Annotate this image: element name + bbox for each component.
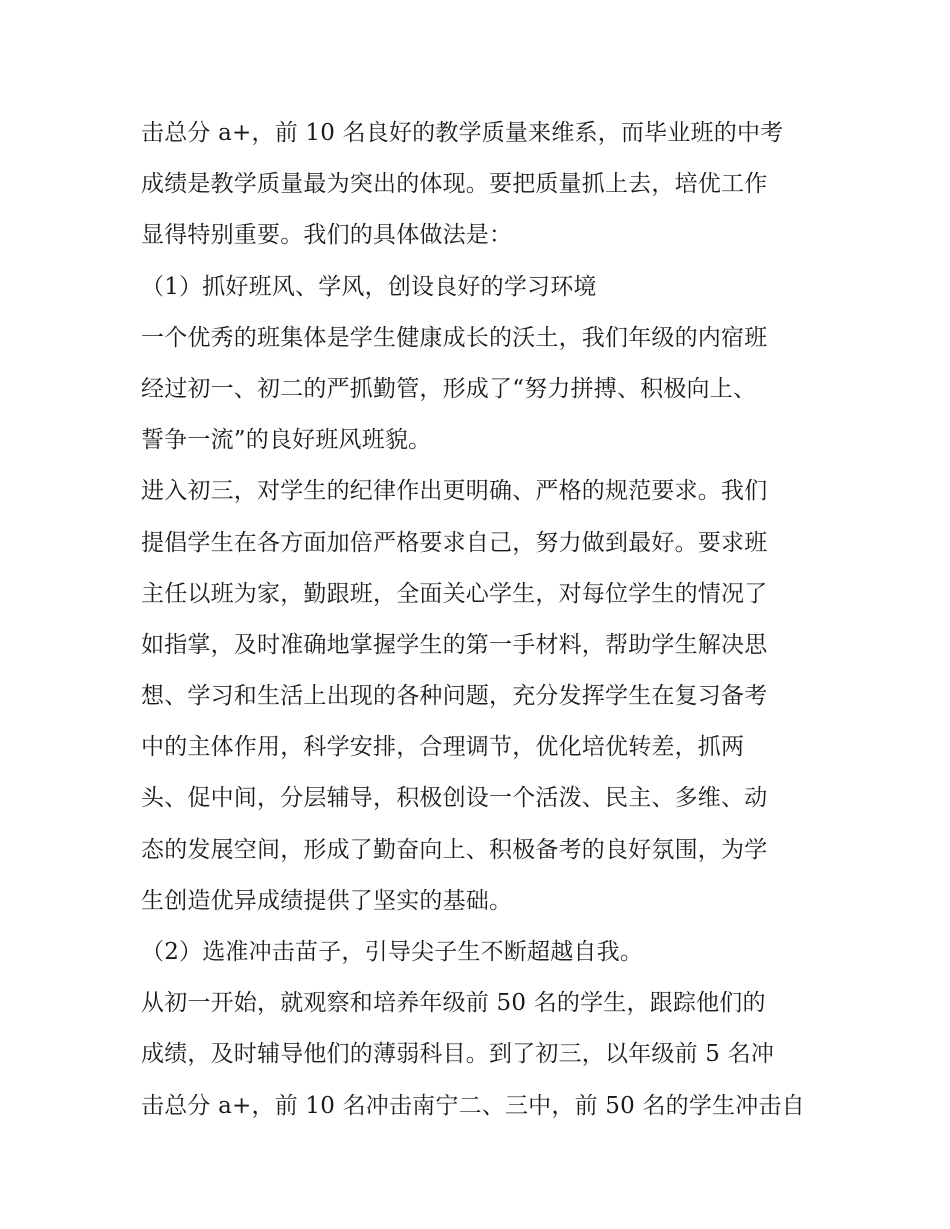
text-line: 成绩是教学质量最为突出的体现。要把质量抓上去，培优工作 xyxy=(141,171,768,198)
text-line: 击总分 a+，前 10 名良好的教学质量来维系，而毕业班的中考 xyxy=(141,120,784,146)
document-body xyxy=(141,108,821,1132)
text-line: 击总分 a+，前 10 名冲击南宁二、三中，前 50 名的学生冲击自 xyxy=(141,1092,805,1119)
text-line: 提倡学生在各方面加倍严格要求自己，努力做到最好。要求班 xyxy=(141,529,768,556)
text-line: 经过初一、初二的严抓勤管，形成了“努力拼搏、积极向上、 xyxy=(141,375,757,402)
section-heading: （1）抓好班风、学风，创设良好的学习环境 xyxy=(141,273,597,300)
text-line: 中的主体作用，科学安排，合理调节，优化培优转差，抓两 xyxy=(141,734,745,761)
text-line: 一个优秀的班集体是学生健康成长的沃土，我们年级的内宿班 xyxy=(141,324,768,351)
text-line: 头、促中间，分层辅导，积极创设一个活泼、民主、多维、动 xyxy=(141,785,768,812)
text-line: 想、学习和生活上出现的各种问题，充分发挥学生在复习备考 xyxy=(141,683,768,710)
text-line: 显得特别重要。我们的具体做法是： xyxy=(141,222,513,249)
text-line: 主任以班为家，勤跟班，全面关心学生，对每位学生的情况了 xyxy=(141,580,768,607)
text-line: 誓争一流”的良好班风班貌。 xyxy=(141,427,432,454)
text-line: 进入初三，对学生的纪律作出更明确、严格的规范要求。我们 xyxy=(141,478,768,505)
section-heading: （2）选准冲击苗子，引导尖子生不断超越自我。 xyxy=(141,939,644,965)
text-line: 如指掌，及时准确地掌握学生的第一手材料，帮助学生解决思 xyxy=(141,631,768,658)
text-line: 生创造优异成绩提供了坚实的基础。 xyxy=(141,887,513,914)
text-line: 从初一开始，就观察和培养年级前 50 名的学生，跟踪他们的 xyxy=(141,990,766,1017)
text-line: 态的发展空间，形成了勤奋向上、积极备考的良好氛围，为学 xyxy=(141,836,768,863)
text-line: 成绩，及时辅导他们的薄弱科目。到了初三，以年级前 5 名冲 xyxy=(141,1041,775,1068)
